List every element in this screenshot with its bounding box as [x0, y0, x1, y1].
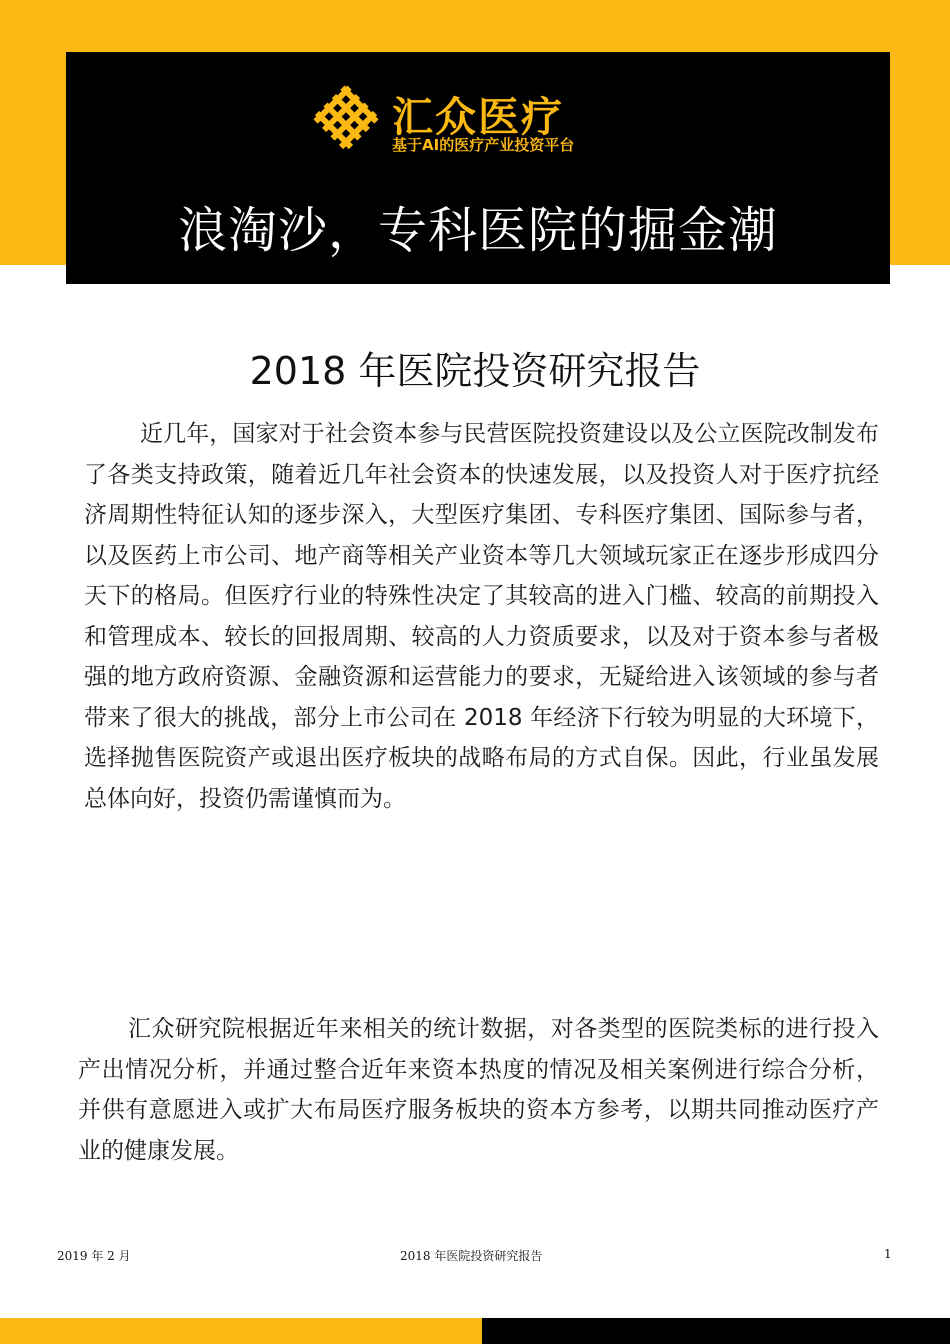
brand-name: 汇众医疗 — [392, 93, 564, 141]
bottom-black-strip — [482, 1318, 950, 1344]
body-paragraph-1: 近几年，国家对于社会资本参与民营医院投资建设以及公立医院改制发布了各类支持政策，随着近几年社会资本的快速发展，以及投资人对于医疗抗经济周期性特征认知的逐步深入，大型医疗集团、专科医疗集团、国际参与者，以及医药上市公司、地产商等相关产业资本等几大领域玩家正在逐步形成四分天下的格局。但医疗行业的特殊性决定了其较高的进入门槛、较高的前期投入和管理成本、较长的回报周期、较高的人力资质要求，以及对于资本参与者极强的地方政府资源、金融资源和运营能力的要求，无疑给进入该领域的参与者带来了很大的挑战，部分上市公司在 2018 年经济下行较为明显的大环境下，选择抛售医院资产或退出医疗板块的战略布局的方式自保。因此，行业虽发展总体向好，投资仍需谨慎而为。 — [84, 421, 879, 812]
brand-tagline: 基于AI的医疗产业投资平台 — [392, 136, 575, 154]
footer-title: 2018 年医院投资研究报告 — [400, 1249, 543, 1263]
page-number: 1 — [884, 1247, 892, 1261]
bottom-yellow-strip — [0, 1318, 482, 1344]
footer-date: 2019 年 2 月 — [57, 1249, 131, 1263]
brand-logo — [310, 82, 650, 152]
banner-title: 浪淘沙，专科医院的掘金潮 — [177, 202, 778, 259]
report-title: 2018 年医院投资研究报告 — [249, 349, 701, 393]
body-paragraph-2: 汇众研究院根据近年来相关的统计数据，对各类型的医院类标的进行投入产出情况分析，并通过整合近年来资本热度的情况及相关案例进行综合分析，并供有意愿进入或扩大布局医疗服务板块的资本方参考，以期共同推动医疗产业的健康发展。 — [78, 1016, 879, 1164]
header-banner — [66, 52, 890, 284]
woven-grid-logo-icon — [310, 82, 382, 154]
